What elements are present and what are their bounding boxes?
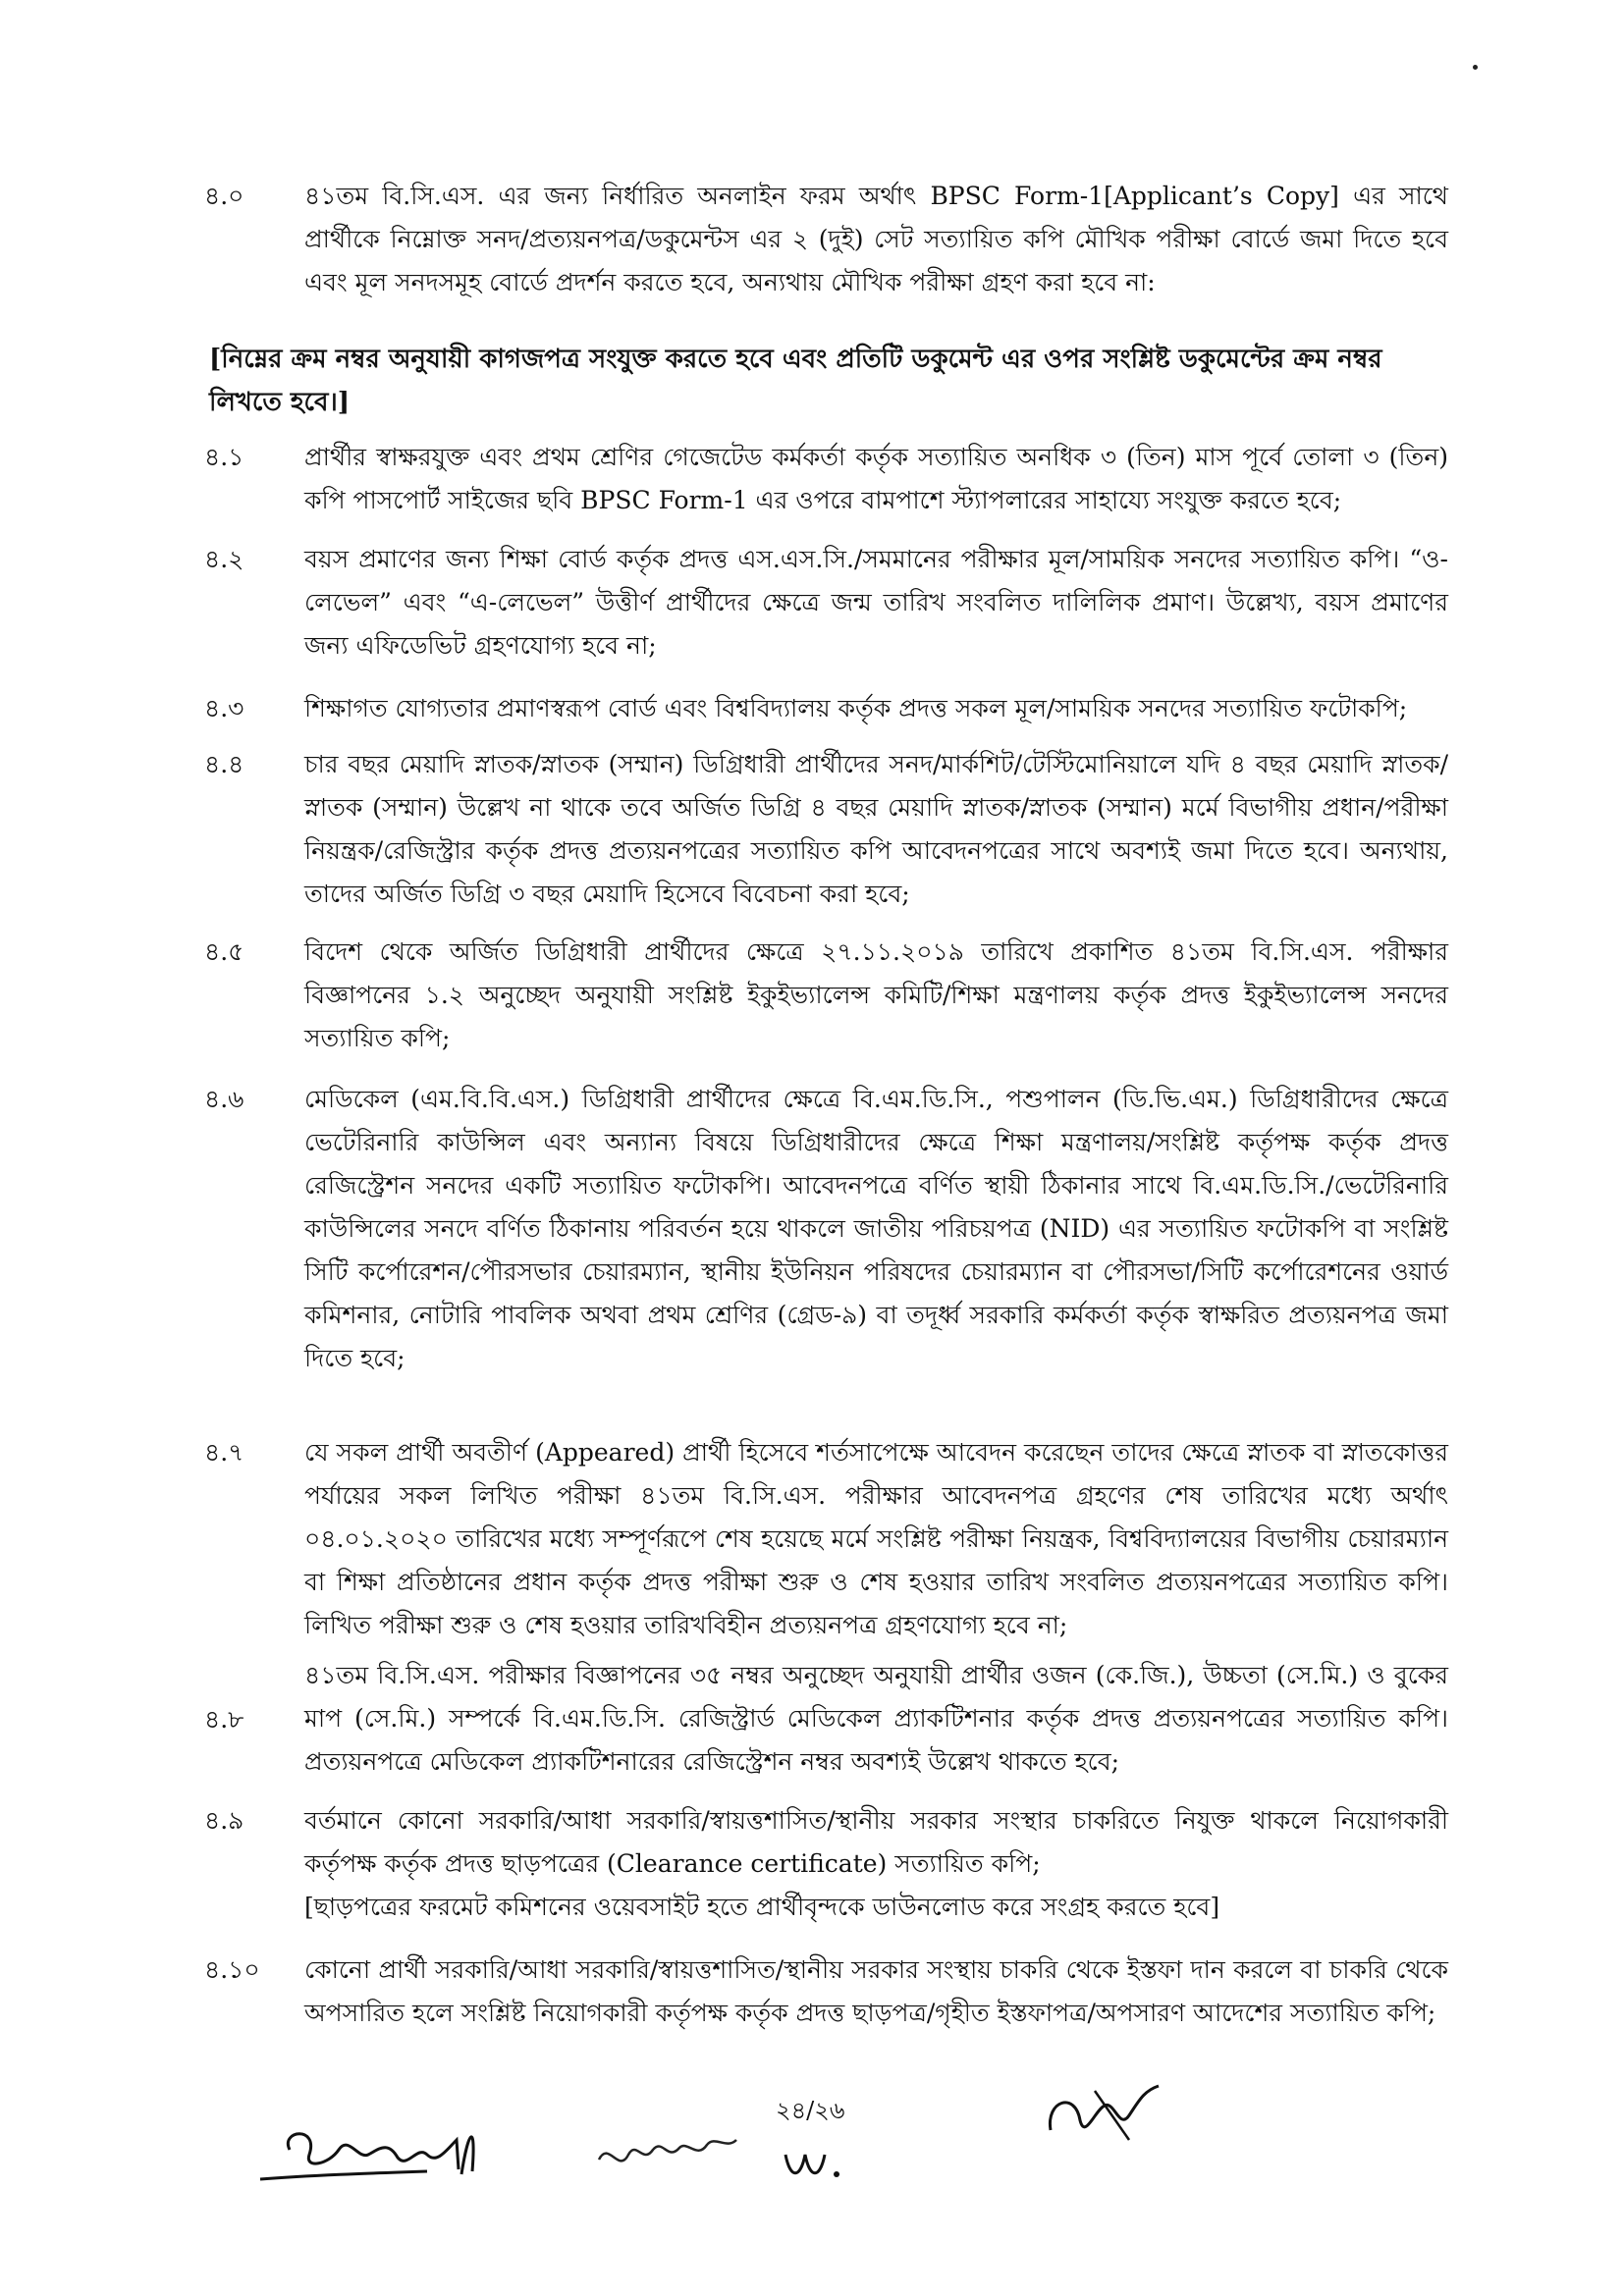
signature-4 [1036, 2071, 1183, 2160]
section-number: ৪.৭ [204, 1438, 244, 1467]
instruction-note-text: [নিম্নের ক্রম নম্বর অনুযায়ী কাগজপত্র সংযুক্ত করতে হবে এবং প্রতিটি ডকুমেন্ট এর ওপর সংশ্লিষ্ট ডকুমেন্টের ক্রম নম্বর লিখতে হবে।] [209, 345, 1382, 417]
section-number: ৪.৫ [204, 937, 244, 966]
section-text: মেডিকেল (এম.বি.বি.এস.) ডিগ্রিধারী প্রার্থীদের ক্ষেত্রে বি.এম.ডি.সি., পশুপালন (ডি.ভি.এম.) ডিগ্রিধারীদের ক্ষেত্রে ভেটেরিনারি কাউন্সিল এবং অন্যান্য বিষয়ে ডিগ্রিধারীদের ক্ষেত্রে শিক্ষা মন্ত্রণালয়/সংশ্লিষ্ট কর্তৃপক্ষ কর্তৃক প্রদত্ত রেজিস্ট্রেশন সনদের একটি সত্যায়িত ফটোকপি। আবেদনপত্রে বর্ণিত স্থায়ী ঠিকানার সাথে বি.এম.ডি.সি./ভেটেরিনারি কাউন্সিলের সনদে বর্ণিত ঠিকানায় পরিবর্তন হয়ে থাকলে জাতীয় পরিচয়পত্র (NID) এর সত্যায়িত ফটোকপি বা সংশ্লিষ্ট সিটি কর্পোরেশন/পৌরসভার চেয়ারম্যান, স্থানীয় ইউনিয়ন পরিষদের চেয়ারম্যান বা পৌরসভা/সিটি কর্পোরেশনের ওয়ার্ড কমিশনার, নোটারি পাবলিক অথবা প্রথম শ্রেণির (গ্রেড-৯) বা তদূর্ধ্ব সরকারি কর্মকর্তা কর্তৃক স্বাক্ষরিত প্রত্যয়নপত্র জমা দিতে হবে; [304, 1085, 1448, 1372]
signature-2 [589, 2120, 756, 2189]
signature-1 [250, 2110, 574, 2199]
section-number: ৪.৯ [204, 1806, 244, 1835]
section-text [304, 1799, 1448, 1929]
section-number: ৪.৮ [204, 1705, 244, 1734]
section-number: ৪.২ [204, 545, 244, 573]
signature-3 [776, 2125, 854, 2194]
section-number: ৪.১০ [204, 1955, 260, 1984]
section-number: ৪.৬ [204, 1085, 244, 1113]
section-text-main: বর্তমানে কোনো সরকারি/আধা সরকারি/স্বায়ত্তশাসিত/স্থানীয় সরকার সংস্থার চাকরিতে নিযুক্ত থাকলে নিয়োগকারী কর্তৃপক্ষ কর্তৃক প্রদত্ত ছাড়পত্রের (Clearance certificate) সত্যায়িত কপি; [304, 1806, 1448, 1878]
section-number: ৪.৪ [204, 750, 244, 778]
section-text: চার বছর মেয়াদি স্নাতক/স্নাতক (সম্মান) ডিগ্রিধারী প্রার্থীদের সনদ/মার্কশিট/টেস্টিমোনিয়ালে যদি ৪ বছর মেয়াদি স্নাতক/স্নাতক (সম্মান) উল্লেখ না থাকে তবে অর্জিত ডিগ্রি ৪ বছর মেয়াদি স্নাতক/স্নাতক (সম্মান) মর্মে বিভাগীয় প্রধান/পরীক্ষা নিয়ন্ত্রক/রেজিস্ট্রার কর্তৃক প্রদত্ত প্রত্যয়নপত্রের সত্যায়িত কপি আবেদনপত্রের সাথে অবশ্যই জমা দিতে হবে। অন্যথায়, তাদের অর্জিত ডিগ্রি ৩ বছর মেয়াদি হিসেবে বিবেচনা করা হবে; [304, 750, 1448, 908]
section-text: ৪১তম বি.সি.এস. পরীক্ষার বিজ্ঞাপনের ৩৫ নম্বর অনুচ্ছেদ অনুযায়ী প্রার্থীর ওজন (কে.জি.), উচ্চতা (সে.মি.) ও বুকের মাপ (সে.মি.) সম্পর্কে বি.এম.ডি.সি. রেজিস্ট্রার্ড মেডিকেল প্র্যাকটিশনার কর্তৃক প্রদত্ত প্রত্যয়নপত্রের সত্যায়িত কপি। প্রত্যয়নপত্রে মেডিকেল প্র্যাকটিশনারের রেজিস্ট্রেশন নম্বর অবশ্যই উল্লেখ থাকতে হবে; [304, 1661, 1448, 1776]
section-number: ৪.০ [204, 182, 244, 210]
section-number: ৪.৩ [204, 694, 244, 722]
section-text: ৪১তম বি.সি.এস. এর জন্য নির্ধারিত অনলাইন ফরম অর্থাৎ BPSC Form-1[Applicant’s Copy] এর সাথে প্রার্থীকে নিম্নোক্ত সনদ/প্রত্যয়নপত্র/ডকুমেন্টস এর ২ (দুই) সেট সত্যায়িত কপি মৌখিক পরীক্ষা বোর্ডে জমা দিতে হবে এবং মূল সনদসমূহ বোর্ডে প্রদর্শন করতে হবে, অন্যথায় মৌখিক পরীক্ষা গ্রহণ করা হবে না: [304, 182, 1448, 296]
section-text: প্রার্থীর স্বাক্ষরযুক্ত এবং প্রথম শ্রেণির গেজেটেড কর্মকর্তা কর্তৃক সত্যায়িত অনধিক ৩ (তিন) মাস পূর্বে তোলা ৩ (তিন) কপি পাসপোর্ট সাইজের ছবি BPSC Form-1 এর ওপরে বামপাশে স্ট্যাপলারের সাহায্যে সংযুক্ত করতে হবে; [304, 443, 1448, 514]
section-text: যে সকল প্রার্থী অবতীর্ণ (Appeared) প্রার্থী হিসেবে শর্তসাপেক্ষে আবেদন করেছেন তাদের ক্ষেত্রে স্নাতক বা স্নাতকোত্তর পর্যায়ের সকল লিখিত পরীক্ষা ৪১তম বি.সি.এস. পরীক্ষার আবেদনপত্র গ্রহণের শেষ তারিখের মধ্যে অর্থাৎ ০৪.০১.২০২০ তারিখের মধ্যে সম্পূর্ণরূপে শেষ হয়েছে মর্মে সংশ্লিষ্ট পরীক্ষা নিয়ন্ত্রক, বিশ্ববিদ্যালয়ের বিভাগীয় চেয়ারম্যান বা শিক্ষা প্রতিষ্ঠানের প্রধান কর্তৃক প্রদত্ত পরীক্ষা শুরু ও শেষ হওয়ার তারিখ সংবলিত প্রত্যয়নপত্রের সত্যায়িত কপি। লিখিত পরীক্ষা শুরু ও শেষ হওয়ার তারিখবিহীন প্রত্যয়নপত্র গ্রহণযোগ্য হবে না; [304, 1438, 1448, 1639]
section-text: কোনো প্রার্থী সরকারি/আধা সরকারি/স্বায়ত্তশাসিত/স্থানীয় সরকার সংস্থায় চাকরি থেকে ইস্তফা দান করলে বা চাকরি থেকে অপসারিত হলে সংশ্লিষ্ট নিয়োগকারী কর্তৃপক্ষ কর্তৃক প্রদত্ত ছাড়পত্র/গৃহীত ইস্তফাপত্র/অপসারণ আদেশের সত্যায়িত কপি; [304, 1955, 1448, 2027]
section-text: শিক্ষাগত যোগ্যতার প্রমাণস্বরূপ বোর্ড এবং বিশ্ববিদ্যালয় কর্তৃক প্রদত্ত সকল মূল/সাময়িক সনদের সত্যায়িত ফটোকপি; [304, 694, 1408, 722]
section-text: বয়স প্রমাণের জন্য শিক্ষা বোর্ড কর্তৃক প্রদত্ত এস.এস.সি./সমমানের পরীক্ষার মূল/সাময়িক সনদের সত্যায়িত কপি। “ও-লেভেল” এবং “এ-লেভেল” উত্তীর্ণ প্রার্থীদের ক্ষেত্রে জন্ম তারিখ সংবলিত দালিলিক প্রমাণ। উল্লেখ্য, বয়স প্রমাণের জন্য এফিডেভিট গ্রহণযোগ্য হবে না; [304, 545, 1448, 660]
page-number: ২৪/২৬ [776, 2097, 845, 2124]
scan-speck [1473, 65, 1478, 70]
section-text: বিদেশ থেকে অর্জিত ডিগ্রিধারী প্রার্থীদের ক্ষেত্রে ২৭.১১.২০১৯ তারিখে প্রকাশিত ৪১তম বি.সি.এস. পরীক্ষার বিজ্ঞাপনের ১.২ অনুচ্ছেদ অনুযায়ী সংশ্লিষ্ট ইকুইভ্যালেন্স কমিটি/শিক্ষা মন্ত্রণালয় কর্তৃক প্রদত্ত ইকুইভ্যালেন্স সনদের সত্যায়িত কপি; [304, 937, 1448, 1052]
section-subnote: [ছাড়পত্রের ফরমেট কমিশনের ওয়েবসাইট হতে প্রার্থীবৃন্দকে ডাউনলোড করে সংগ্রহ করতে হবে] [304, 1893, 1220, 1921]
section-number: ৪.১ [204, 443, 244, 471]
